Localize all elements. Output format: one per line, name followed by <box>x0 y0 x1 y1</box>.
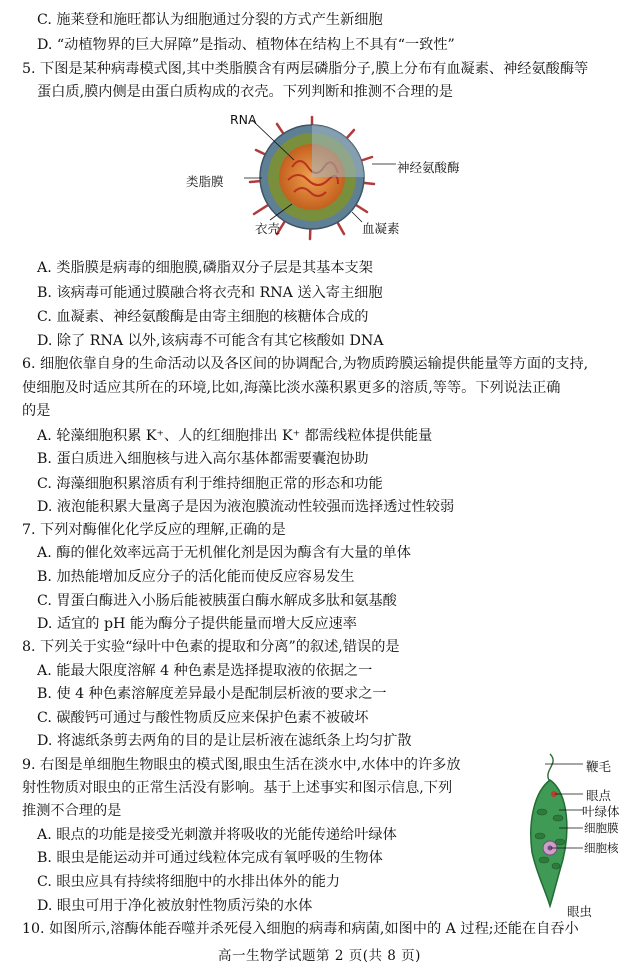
q7-option-c: C. 胃蛋白酶进入小肠后能被胰蛋白酶水解成多肽和氨基酸 <box>37 593 397 609</box>
euglena-caption: 眼虫 <box>567 904 593 919</box>
label-flagellum: 鞭毛 <box>586 759 612 774</box>
q6-stem-line-3: 的是 <box>22 403 51 419</box>
q5-option-b: B. 该病毒可能通过膜融合将衣壳和 RNA 送入寄主细胞 <box>37 285 383 301</box>
q7-option-d: D. 适宜的 pH 能为酶分子提供能量而增大反应速率 <box>37 616 357 632</box>
q10-stem-line-1: 10. 如图所示,溶酶体能吞噬并杀死侵入细胞的病毒和病菌,如图中的 A 过程;还能在自吞小 <box>22 921 579 937</box>
label-hemagglutinin: 血凝素 <box>362 221 400 236</box>
q6-option-b: B. 蛋白质进入细胞核与进入高尔基体都需要囊泡协助 <box>37 451 369 467</box>
q9-stem-line-2: 射性物质对眼虫的正常生活没有影响。基于上述事实和图示信息,下列 <box>22 780 453 796</box>
label-cell-membrane: 细胞膜 <box>584 821 619 835</box>
q7-option-b: B. 加热能增加反应分子的活化能而使反应容易发生 <box>37 569 355 585</box>
label-rna: RNA <box>230 112 257 127</box>
q5-stem-line-1: 5. 下图是某种病毒模式图,其中类脂膜含有两层磷脂分子,膜上分布有血凝素、神经氨酸酶等 <box>22 61 589 77</box>
q9-option-c: C. 眼虫应具有持续将细胞中的水排出体外的能力 <box>37 874 341 890</box>
label-capsid: 衣壳 <box>255 221 281 236</box>
q5-option-d: D. 除了 RNA 以外,该病毒不可能含有其它核酸如 DNA <box>37 333 384 349</box>
cutaway-wedge <box>312 125 364 177</box>
q9-option-d: D. 眼虫可用于净化被放射性物质污染的水体 <box>37 898 313 914</box>
q9-option-b: B. 眼虫是能运动并可通过线粒体完成有氧呼吸的生物体 <box>37 850 383 866</box>
q6-option-a: A. 轮藻细胞积累 K⁺、人的红细胞排出 K⁺ 都需线粒体提供能量 <box>37 428 433 444</box>
q8-option-a: A. 能最大限度溶解 4 种色素是选择提取液的依据之一 <box>37 663 373 679</box>
q4-option-d: D. “动植物界的巨大屏障”是指动、植物体在结构上不具有“一致性” <box>37 37 455 53</box>
q6-option-d: D. 液泡能积累大量离子是因为液泡膜流动性较强而选择透过性较弱 <box>37 499 455 515</box>
q6-stem-line-2: 使细胞及时适应其所在的环境,比如,海藻比淡水藻积累更多的溶质,等等。下列说法正确 <box>22 380 561 396</box>
label-neuraminidase: 神经氨酸酶 <box>397 160 460 175</box>
q8-option-d: D. 将滤纸条剪去两角的目的是让层析液在滤纸条上均匀扩散 <box>37 733 412 749</box>
q5-option-a: A. 类脂膜是病毒的细胞膜,磷脂双分子层是其基本支架 <box>37 260 373 276</box>
label-eyespot: 眼点 <box>586 788 612 803</box>
euglena-leader-lines <box>545 760 585 860</box>
q8-stem: 8. 下列关于实验“绿叶中色素的提取和分离”的叙述,错误的是 <box>22 639 400 655</box>
label-nucleus: 细胞核 <box>584 841 619 855</box>
q9-option-a: A. 眼点的功能是接受光刺激并将吸收的光能传递给叶绿体 <box>37 827 397 843</box>
q7-stem: 7. 下列对酶催化化学反应的理解,正确的是 <box>22 522 286 538</box>
q8-option-c: C. 碳酸钙可通过与酸性物质反应来保护色素不被破坏 <box>37 710 369 726</box>
q6-option-c: C. 海藻细胞积累溶质有利于维持细胞正常的形态和功能 <box>37 476 383 492</box>
q8-option-b: B. 使 4 种色素溶解度差异最小是配制层析液的要求之一 <box>37 686 387 702</box>
q4-option-c: C. 施莱登和施旺都认为细胞通过分裂的方式产生新细胞 <box>37 12 383 28</box>
label-chloroplast: 叶绿体 <box>582 804 620 819</box>
label-lipid-membrane: 类脂膜 <box>186 174 224 189</box>
q5-option-c: C. 血凝素、神经氨酸酶是由寄主细胞的核糖体合成的 <box>37 309 369 325</box>
page-footer: 高一生物学试题第 2 页(共 8 页) <box>218 948 421 964</box>
q6-stem-line-1: 6. 细胞依靠自身的生命活动以及各区间的协调配合,为物质跨膜运输提供能量等方面的支持, <box>22 356 589 372</box>
q5-stem-line-2: 蛋白质,膜内侧是由蛋白质构成的衣壳。下列判断和推测不合理的是 <box>37 84 453 100</box>
q7-option-a: A. 酶的催化效率远高于无机催化剂是因为酶含有大量的单体 <box>37 545 411 561</box>
q9-stem-line-3: 推测不合理的是 <box>22 803 122 819</box>
q9-stem-line-1: 9. 右图是单细胞生物眼虫的模式图,眼虫生活在淡水中,水体中的许多放 <box>22 757 461 773</box>
